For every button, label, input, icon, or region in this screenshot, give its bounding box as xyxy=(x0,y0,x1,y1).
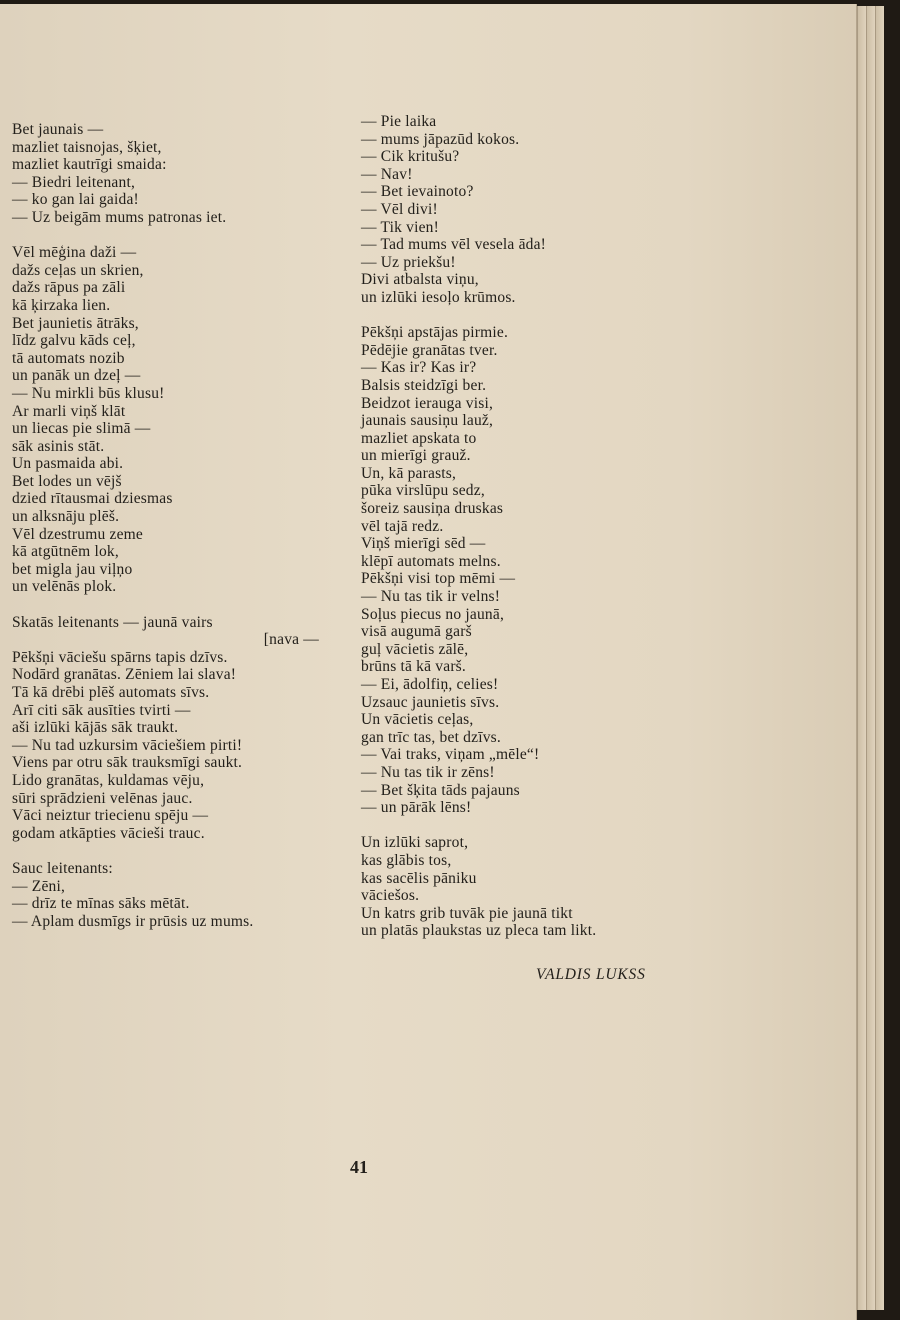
poem-line: Un katrs grib tuvāk pie jaunā tikt xyxy=(361,904,573,922)
poem-line: un liecas pie slimā — xyxy=(12,420,151,438)
poem-line: Sauc leitenants: xyxy=(12,859,113,877)
poem-line: Pēkšņi apstājas pirmie. xyxy=(361,324,509,342)
poem-line: Viens par otru sāk trauksmīgi saukt. xyxy=(12,754,243,772)
poem-line: — Bet šķita tāds pajauns xyxy=(361,781,520,799)
poem-line: — drīz te mīnas sāks mētāt. xyxy=(12,895,190,913)
poem-line: — Kas ir? Kas ir? xyxy=(361,359,477,377)
page-edge xyxy=(875,6,884,1310)
poem-line: — Nu tas tik ir zēns! xyxy=(361,763,495,781)
poem-line: vēl tajā redz. xyxy=(361,517,444,535)
poem-line: — mums jāpazūd kokos. xyxy=(361,130,520,148)
poem-line: — Nu tad uzkursim vāciešiem pirti! xyxy=(12,736,243,754)
poem-line: brūns tā kā varš. xyxy=(361,658,466,676)
stanza-break xyxy=(12,227,347,245)
poem-line: — Nav! xyxy=(361,165,413,183)
stanza-break xyxy=(12,842,347,860)
poem-line: — Zēni, xyxy=(12,877,66,895)
poem-line: — Vai traks, viņam „mēle“! xyxy=(361,746,540,764)
poem-line: — Uz beigām mums patronas iet. xyxy=(12,208,227,226)
poem-line: Viņš mierīgi sēd — xyxy=(361,535,486,553)
poem-line: kas glābis tos, xyxy=(361,851,452,869)
poem-line: Beidzot ierauga visi, xyxy=(361,394,494,412)
poem-line: gan trīc tas, bet dzīvs. xyxy=(361,728,501,746)
poem-line: Pēkšņi vāciešu spārns tapis dzīvs. xyxy=(12,648,228,666)
poem-line: kas sacēlis pāniku xyxy=(361,869,477,887)
poem-line: un mierīgi grauž. xyxy=(361,447,471,465)
poem-line: un alksnāju plēš. xyxy=(12,508,120,526)
poem-line: — Nu tas tik ir velns! xyxy=(361,588,501,606)
author-signature: VALDIS LUKSS xyxy=(536,966,646,983)
poem-line: Bet jaunietis ātrāks, xyxy=(12,314,139,332)
poem-line: — Biedri leitenant, xyxy=(12,173,136,191)
poem-line: — Uz priekšu! xyxy=(361,253,456,271)
poem-line: dažs ceļas un skrien, xyxy=(12,261,144,279)
poem-line: — Aplam dusmīgs ir prūsis uz mums. xyxy=(12,912,254,930)
page-edge xyxy=(857,6,866,1310)
poem-line: — Cik kritušu? xyxy=(361,148,460,166)
poem-line: Uzsauc jaunietis sīvs. xyxy=(361,693,500,711)
poem-line: klēpī automats melns. xyxy=(361,552,501,570)
poem-line: aši izlūki kājās sāk traukt. xyxy=(12,719,179,737)
poem-line: — Tad mums vēl vesela āda! xyxy=(361,236,547,254)
page-number: 41 xyxy=(350,1157,368,1177)
poem-line: pūka virslūpu sedz, xyxy=(361,482,485,500)
poem-line: šoreiz sausiņa druskas xyxy=(361,500,504,518)
poem-line: sāk asinis stāt. xyxy=(12,437,105,455)
poem-line: Ar marli viņš klāt xyxy=(12,402,126,420)
poem-line: Vēl dzestrumu zeme xyxy=(12,525,143,543)
poem-line: visā augumā garš xyxy=(361,623,472,641)
poem-line: — un pārāk lēns! xyxy=(361,799,472,817)
poem-line: Lido granātas, kuldamas vēju, xyxy=(12,771,205,789)
poem-line: un velēnās plok. xyxy=(12,578,117,596)
poem-line: Un vācietis ceļas, xyxy=(361,711,474,729)
poem-line: Nodārd granātas. Zēniem lai slava! xyxy=(12,666,237,684)
poem-line: Divi atbalsta viņu, xyxy=(361,271,479,289)
poem-line: guļ vācietis zālē, xyxy=(361,640,469,658)
right-poem-column xyxy=(361,113,701,940)
poem-line: — Vēl divi! xyxy=(361,200,438,218)
poem-line: tā automats nozib xyxy=(12,349,125,367)
poem-line: un panāk un dzeļ — xyxy=(12,367,141,385)
poem-line: — ko gan lai gaida! xyxy=(12,191,139,209)
poem-line: līdz galvu kāds ceļ, xyxy=(12,332,136,350)
left-poem-column xyxy=(12,121,347,930)
poem-line: Vāci neiztur triecienu spēju — xyxy=(12,807,209,825)
poem-line: mazliet taisnojas, šķiet, xyxy=(12,138,162,156)
poem-line: — Ei, ādolfiņ, celies! xyxy=(361,676,499,693)
poem-line: Skatās leitenants — jaunā vairs xyxy=(12,613,213,631)
stanza-break xyxy=(12,596,347,614)
poem-line: sūri sprādzieni velēnas jauc. xyxy=(12,789,193,807)
poem-line: un izlūki iesoļo krūmos. xyxy=(361,288,516,306)
stanza-break xyxy=(361,817,701,835)
stanza-break xyxy=(361,307,701,325)
poem-line: kā atgūtnēm lok, xyxy=(12,543,119,561)
page-edge xyxy=(866,6,875,1310)
poem-line: Bet jaunais — xyxy=(12,121,104,138)
poem-line: mazliet kautrīgi smaida: xyxy=(12,156,167,174)
poem-line: Vēl mēģina daži — xyxy=(12,244,137,262)
poem-line: Arī citi sāk ausīties tvirti — xyxy=(12,701,191,719)
poem-line: Tā kā drēbi plēš automats sīvs. xyxy=(12,684,210,701)
poem-line: vāciešos. xyxy=(361,887,420,905)
poem-line: — Nu mirkli būs klusu! xyxy=(12,384,165,402)
poem-line: — Bet ievainoto? xyxy=(361,183,474,201)
poem-line: Bet lodes un vējš xyxy=(12,472,122,490)
poem-line: Balsis steidzīgi ber. xyxy=(361,376,487,394)
poem-line: Un pasmaida abi. xyxy=(12,455,124,473)
poem-line: dažs rāpus pa zāli xyxy=(12,279,126,297)
poem-line: un platās plaukstas uz pleca tam likt. xyxy=(361,922,597,940)
poem-line: [nava — xyxy=(263,631,319,649)
poem-line: dzied rītausmai dziesmas xyxy=(12,490,173,508)
poem-line: Un, kā parasts, xyxy=(361,464,457,482)
poem-line: bet migla jau viļņo xyxy=(12,560,133,578)
poem-line: Soļus piecus no jaunā, xyxy=(361,605,505,623)
poem-line: Un izlūki saprot, xyxy=(361,834,469,852)
poem-line: godam atkāpties vācieši trauc. xyxy=(12,824,205,842)
poem-line: mazliet apskata to xyxy=(361,429,477,447)
poem-line: Pēdējie granātas tver. xyxy=(361,341,498,359)
poem-line: — Pie laika xyxy=(361,113,437,130)
poem-line: kā ķirzaka lien. xyxy=(12,296,111,314)
poem-line: Pēkšņi visi top mēmi — xyxy=(361,570,516,588)
poem-line: jaunais sausiņu lauž, xyxy=(361,412,494,430)
book-page xyxy=(0,4,857,1320)
poem-line: — Tik vien! xyxy=(361,218,439,236)
